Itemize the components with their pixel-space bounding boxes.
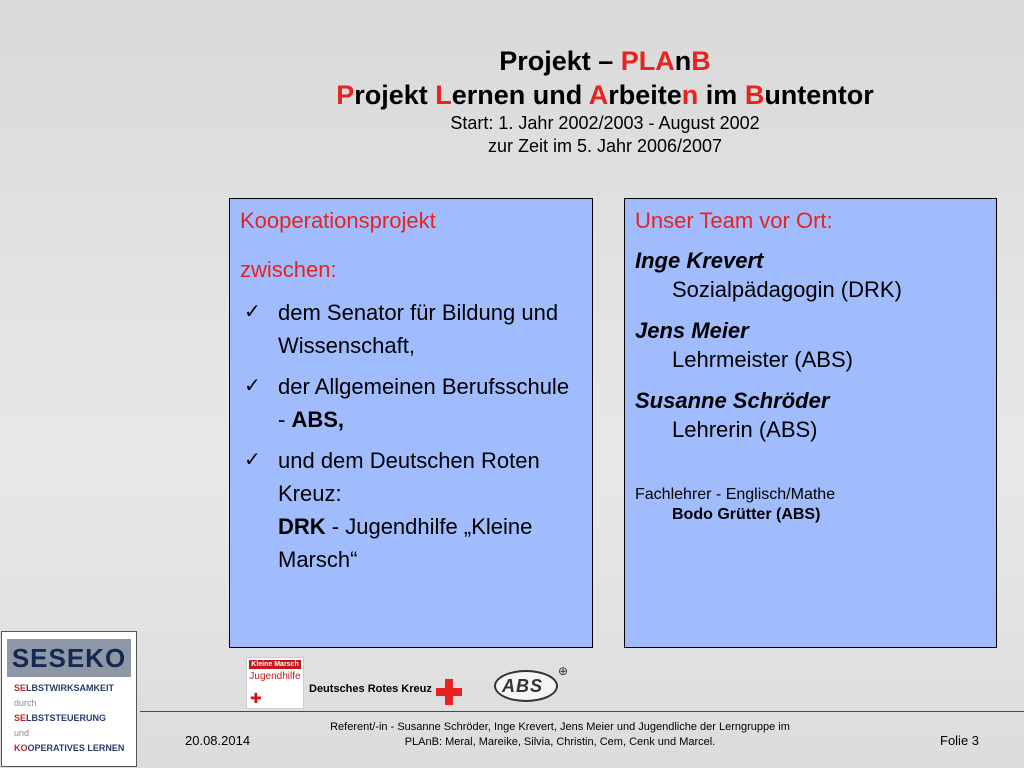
slide-number: Folie 3 xyxy=(940,733,980,748)
partner-text: und dem Deutschen Roten Kreuz: xyxy=(278,448,540,506)
footer-date: 20.08.2014 xyxy=(185,733,251,748)
member-name: Susanne Schröder xyxy=(635,388,830,413)
partner-text: der Allgemeinen Berufsschule - xyxy=(278,374,570,432)
seseko-connector: durch xyxy=(14,698,37,708)
kleine-marsch-label: Kleine Marsch xyxy=(249,660,301,669)
seseko-connector: und xyxy=(14,728,30,738)
team-member xyxy=(635,317,986,375)
team-heading: Unser Team vor Ort: xyxy=(635,208,833,233)
seseko-logo xyxy=(1,631,137,767)
team-member xyxy=(635,247,986,305)
checkmark-icon: ✓ xyxy=(244,375,261,397)
footer-reference-line1: Referent/-in - Susanne Schröder, Inge Krevert, Jens Meier und Jugendliche der Lerngruppe im xyxy=(330,721,790,733)
title-line2-segment: P xyxy=(336,80,355,110)
seseko-line xyxy=(14,726,136,741)
title-line2-segment: L xyxy=(435,80,452,110)
red-cross-icon xyxy=(436,679,462,705)
footer-reference xyxy=(270,720,850,750)
title-line1-segment: Projekt – xyxy=(499,46,621,76)
seseko-word: LBSTSTEUERUNG xyxy=(26,713,107,723)
kleine-marsch-logo xyxy=(246,657,304,709)
title-line1-segment: PLA xyxy=(620,46,675,76)
checkmark-icon: ✓ xyxy=(244,449,261,471)
seseko-line xyxy=(14,711,136,726)
title-line2-segment: rojekt xyxy=(354,80,436,110)
seseko-initials: SE xyxy=(14,683,27,693)
title-line1-segment: n xyxy=(674,46,692,76)
cooperation-subheading: zwischen: xyxy=(240,257,337,282)
abs-logo-text: ABS xyxy=(502,676,544,696)
title-line2-segment: n xyxy=(681,80,699,110)
title-line1-segment: B xyxy=(691,46,711,76)
member-role: Lehrmeister (ABS) xyxy=(672,347,853,372)
checkmark-icon: ✓ xyxy=(244,301,261,323)
seseko-initials: KO xyxy=(14,743,28,753)
red-cross-icon: ✚ xyxy=(250,690,262,706)
title-block xyxy=(200,44,1010,158)
member-role: Sozialpädagogin (DRK) xyxy=(672,277,902,302)
title-line2-segment: B xyxy=(744,80,765,110)
partner-list xyxy=(240,296,582,576)
seseko-initials: SE xyxy=(14,713,27,723)
globe-icon: ⊕ xyxy=(557,664,568,678)
partner-text: dem Senator für Bildung und Wissenschaft, xyxy=(278,300,559,358)
fachlehrer-label: Fachlehrer - Englisch/Mathe xyxy=(635,486,836,503)
partner-item xyxy=(240,370,582,436)
abs-logo xyxy=(494,664,568,704)
seseko-word: OPERATIVES LERNEN xyxy=(27,743,125,753)
kleine-marsch-sub: Jugendhilfe xyxy=(249,671,301,682)
footer-divider xyxy=(140,711,1024,712)
title-line2-segment: ernen und xyxy=(451,80,589,110)
title-line1 xyxy=(200,44,1010,78)
subtitle-start: Start: 1. Jahr 2002/2003 - August 2002 xyxy=(450,113,760,133)
cooperation-heading: Kooperationsprojekt xyxy=(240,208,436,233)
partner-abbrev: ABS, xyxy=(291,407,345,432)
partner-text-cont: - Jugendhilfe „Kleine Marsch“ xyxy=(278,514,533,572)
title-line2-segment: im xyxy=(698,80,745,110)
seseko-word: LBSTWIRKSAMKEIT xyxy=(26,683,115,693)
seseko-line xyxy=(14,741,136,756)
footer-reference-line2: PLAnB: Meral, Mareike, Silvia, Christin, Cem, Cenk und Marcel. xyxy=(404,736,716,748)
member-name: Inge Krevert xyxy=(635,248,764,273)
partner-abbrev: DRK xyxy=(278,514,326,539)
title-line2-segment: A xyxy=(588,80,609,110)
fachlehrer-name: Bodo Grütter (ABS) xyxy=(672,506,821,523)
subtitle-current: zur Zeit im 5. Jahr 2006/2007 xyxy=(487,136,723,156)
cooperation-box xyxy=(229,198,593,648)
team-member xyxy=(635,387,986,445)
title-line2 xyxy=(200,78,1010,112)
title-line2-segment: rbeite xyxy=(608,80,682,110)
member-name: Jens Meier xyxy=(635,318,749,343)
drk-logo-text: Deutsches Rotes Kreuz xyxy=(309,683,432,695)
partner-item xyxy=(240,296,582,362)
title-line2-segment: untentor xyxy=(764,80,874,110)
team-box xyxy=(624,198,997,648)
seseko-line xyxy=(14,696,136,711)
seseko-title: SESEKO xyxy=(7,639,131,677)
seseko-lines xyxy=(14,681,136,756)
partner-item xyxy=(240,444,582,576)
member-role: Lehrerin (ABS) xyxy=(672,417,818,442)
seseko-line xyxy=(14,681,136,696)
